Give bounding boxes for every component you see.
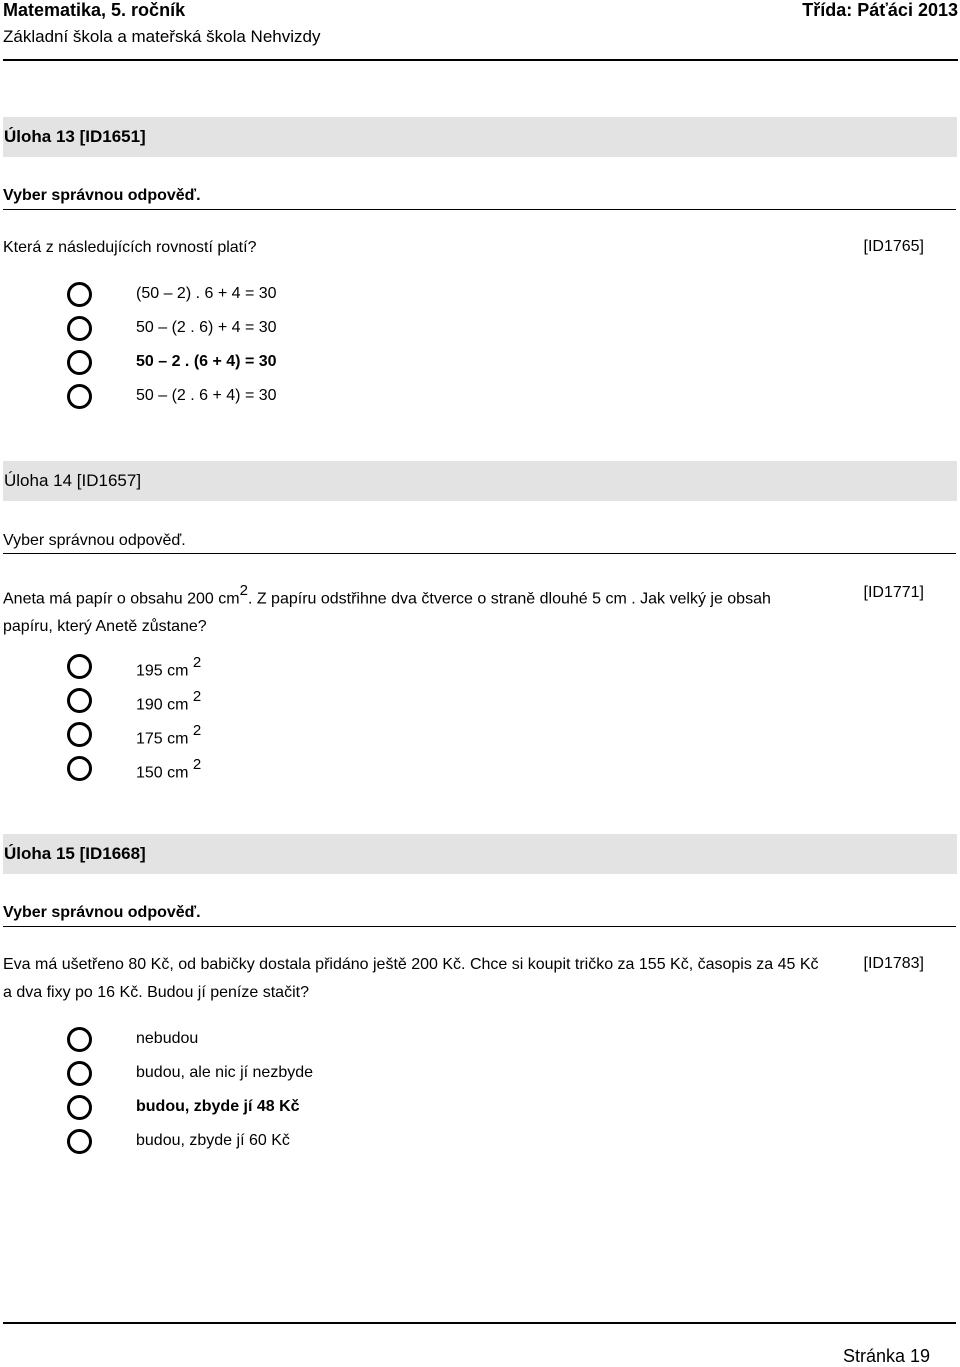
option-text: 150 cm: [136, 764, 189, 782]
task-header-13: [3, 117, 957, 157]
radio-option-2[interactable]: [67, 688, 92, 713]
option-label[interactable]: [136, 656, 201, 680]
radio-option-2[interactable]: [67, 1061, 92, 1086]
option-label[interactable]: 50 – (2 . 6) + 4 = 30: [136, 319, 277, 336]
task-instruction: Vyber správnou odpověď.: [3, 532, 186, 549]
option-label[interactable]: 50 – 2 . (6 + 4) = 30: [136, 353, 277, 370]
option-label[interactable]: budou, zbyde jí 48 Kč: [136, 1098, 300, 1115]
task-title: Úloha 15 [ID1668]: [4, 844, 146, 863]
radio-option-4[interactable]: [67, 1129, 92, 1154]
instruction-divider: [3, 553, 956, 554]
radio-option-3[interactable]: [67, 722, 92, 747]
option-label[interactable]: [136, 758, 201, 782]
radio-option-2[interactable]: [67, 316, 92, 341]
radio-option-1[interactable]: [67, 654, 92, 679]
question-id: [ID1783]: [863, 955, 924, 972]
question-text-part1: Aneta má papír o obsahu 200 cm: [3, 590, 240, 608]
task-header-14: [3, 461, 957, 501]
footer-divider: [3, 1322, 956, 1324]
class-label: Třída: Páťáci 2013: [802, 0, 958, 20]
task-instruction: Vyber správnou odpověď.: [3, 904, 201, 921]
option-text: 175 cm: [136, 730, 189, 748]
superscript: 2: [192, 756, 202, 773]
question-text-part2: . Z papíru odstřihne dva čtverce o straně dlouhé 5 cm . Jak velký je obsah papíru, který Anetě zůstane?: [3, 590, 771, 636]
option-label[interactable]: [136, 690, 201, 714]
task-title: Úloha 13 [ID1651]: [4, 127, 146, 146]
question-text: [3, 579, 823, 641]
question-id: [ID1771]: [863, 584, 924, 601]
school-name: Základní škola a mateřská škola Nehvizdy: [3, 27, 321, 46]
task-title: Úloha 14 [ID1657]: [4, 471, 142, 490]
radio-option-3[interactable]: [67, 350, 92, 375]
header-divider: [3, 59, 958, 61]
option-text: 190 cm: [136, 696, 189, 714]
radio-option-1[interactable]: [67, 1027, 92, 1052]
instruction-divider: [3, 209, 956, 210]
option-label[interactable]: [136, 724, 201, 748]
option-label[interactable]: 50 – (2 . 6 + 4) = 30: [136, 387, 277, 404]
superscript: 2: [239, 582, 248, 599]
superscript: 2: [192, 688, 202, 705]
option-text: 195 cm: [136, 662, 189, 680]
question-text: Která z následujících rovností platí?: [3, 239, 257, 256]
radio-option-1[interactable]: [67, 282, 92, 307]
question-text: Eva má ušetřeno 80 Kč, od babičky dostala přidáno ještě 200 Kč. Chce si koupit tričko za 155 Kč, časopis za 45 Kč a dva fixy po 16 Kč. Budou jí peníze stačit?: [3, 956, 819, 1001]
task-header-15: [3, 834, 957, 874]
option-label[interactable]: budou, ale nic jí nezbyde: [136, 1064, 314, 1081]
page-number: Stránka 19: [842, 1346, 930, 1366]
radio-option-4[interactable]: [67, 756, 92, 781]
superscript: 2: [192, 654, 202, 671]
task-instruction: Vyber správnou odpověď.: [3, 187, 201, 204]
subject-title: Matematika, 5. ročník: [3, 0, 186, 20]
option-label[interactable]: budou, zbyde jí 60 Kč: [136, 1132, 290, 1149]
superscript: 2: [192, 722, 202, 739]
option-label[interactable]: (50 – 2) . 6 + 4 = 30: [136, 285, 277, 302]
question-id: [ID1765]: [863, 238, 924, 255]
radio-option-3[interactable]: [67, 1095, 92, 1120]
instruction-divider: [3, 926, 956, 927]
option-label[interactable]: nebudou: [136, 1030, 199, 1047]
radio-option-4[interactable]: [67, 384, 92, 409]
